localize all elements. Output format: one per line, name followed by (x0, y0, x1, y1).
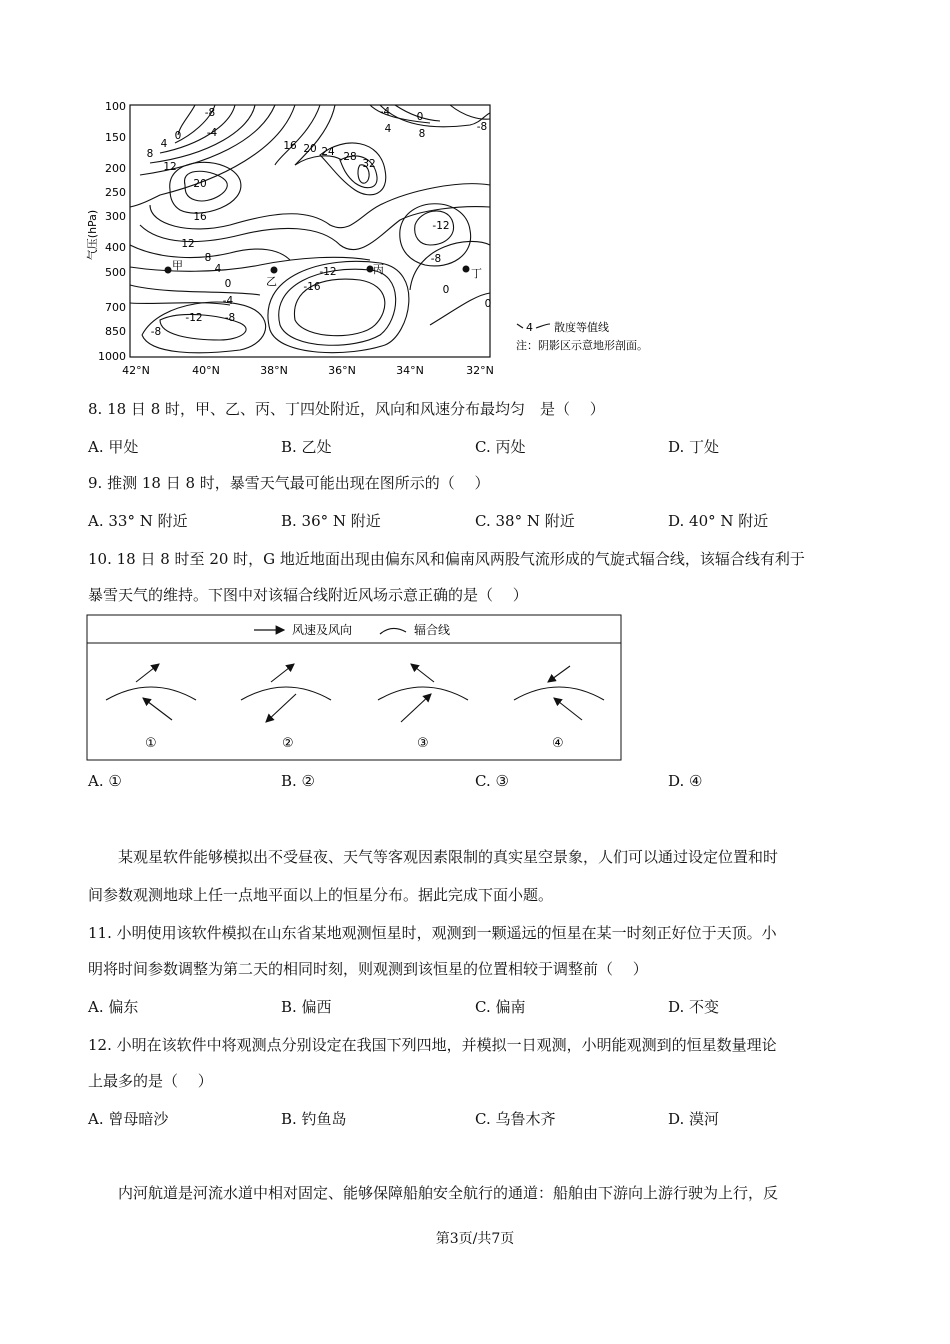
y-tick: 700 (105, 301, 126, 314)
contour-label: -16 (303, 281, 321, 293)
point-jia (165, 267, 172, 274)
passage-2-line2: 间参数观测地球上任一点地平面以上的恒星分布。据此完成下面小题。 (88, 886, 554, 904)
question-12-stem-line1: 12. 小明在该软件中将观测点分别设定在我国下列四地，并模拟一日观测，小明能观测到的恒星数量理论 (88, 1036, 777, 1054)
contour-label: 28 (343, 151, 357, 163)
wind-arrow (401, 694, 431, 722)
contour-label: 8 (204, 252, 212, 264)
contour-label: 8 (146, 148, 154, 160)
contour-label: -8 (476, 121, 488, 133)
contour-label: 0 (416, 111, 424, 123)
contour-label: -12 (319, 266, 337, 278)
q8-option-a[interactable]: A. 甲处 (88, 438, 139, 456)
question-10-stem-line2: 暴雪天气的维持。下图中对该辐合线附近风场示意正确的是（ ） (88, 586, 528, 604)
q10-option-c[interactable]: C. ③ (475, 772, 509, 790)
q11-option-c[interactable]: C. 偏南 (475, 998, 526, 1016)
q8-option-b[interactable]: B. 乙处 (281, 438, 332, 456)
contour-label: -12 (432, 220, 450, 232)
q8-option-d[interactable]: D. 丁处 (668, 438, 720, 456)
wind-field-options-figure (86, 614, 622, 762)
contour-label: -8 (224, 312, 236, 324)
x-tick: 34°N (396, 364, 424, 377)
x-tick: 42°N (122, 364, 150, 377)
q9-option-a[interactable]: A. 33° N 附近 (88, 512, 188, 530)
point-label: 乙 (266, 275, 277, 288)
wind-arrow (411, 664, 434, 682)
contour-label: 0 (224, 278, 232, 290)
q11-option-d[interactable]: D. 不变 (668, 998, 720, 1016)
contour-label: 0 (484, 298, 492, 310)
legend-text: 散度等值线 (554, 321, 609, 334)
contour-label: -4 (222, 295, 234, 307)
contour-label: 24 (321, 146, 335, 158)
y-tick: 300 (105, 210, 126, 223)
contour-label: 20 (303, 143, 317, 155)
legend-wind: 风速及风向 (292, 623, 353, 637)
q12-option-d[interactable]: D. 漠河 (668, 1110, 720, 1128)
passage-2-line1: 某观星软件能够模拟出不受昼夜、天气等客观因素限制的真实星空景象，人们可以通过设定位置和时 (88, 848, 779, 866)
figure-frame (87, 615, 621, 760)
convergence-line-legend-icon (380, 628, 406, 634)
panel-label: ② (282, 736, 294, 751)
y-tick: 200 (105, 162, 126, 175)
contour-label: -8 (430, 253, 442, 265)
q12-option-a[interactable]: A. 曾母暗沙 (88, 1110, 169, 1128)
wind-arrow (554, 698, 582, 720)
q12-option-b[interactable]: B. 钓鱼岛 (281, 1110, 347, 1128)
point-yi (271, 267, 278, 274)
q10-option-a[interactable]: A. ① (88, 772, 122, 790)
y-tick: 400 (105, 241, 126, 254)
x-tick: 40°N (192, 364, 220, 377)
panel-1[interactable] (106, 664, 196, 751)
panel-label: ④ (552, 736, 564, 751)
y-tick-labels (98, 100, 126, 363)
q11-option-a[interactable]: A. 偏东 (88, 998, 139, 1016)
contour-label: 32 (362, 158, 376, 170)
wind-arrow (271, 664, 294, 682)
contour-label: -8 (204, 107, 216, 119)
panel-4[interactable] (514, 666, 604, 751)
wind-arrow (136, 664, 159, 682)
passage-3-line1: 内河航道是河流水道中相对固定、能够保障船舶安全航行的通道：船舶由下游向上游行驶为上行，反 (88, 1184, 779, 1202)
x-tick: 38°N (260, 364, 288, 377)
question-9-stem: 9. 推测 18 日 8 时，暴雪天气最可能出现在图所示的（ ） (88, 474, 490, 492)
figure-note: 注：阴影区示意地形剖面。 (516, 339, 648, 352)
contour-label: -4 (206, 127, 218, 139)
contour-label: 12 (163, 161, 177, 173)
q9-option-c[interactable]: C. 38° N 附近 (475, 512, 575, 530)
q8-option-c[interactable]: C. 丙处 (475, 438, 526, 456)
contour-label: 0 (174, 130, 182, 142)
page-number: 第3页/共7页 (435, 1231, 515, 1247)
x-tick-labels (122, 364, 494, 377)
y-tick: 250 (105, 186, 126, 199)
y-tick: 150 (105, 131, 126, 144)
point-label: 丁 (471, 267, 482, 280)
panel-3[interactable] (378, 664, 468, 751)
point-label: 丙 (373, 263, 384, 276)
wind-arrow (266, 694, 296, 722)
y-tick: 500 (105, 266, 126, 279)
convergence-line (241, 687, 331, 700)
convergence-line (106, 687, 196, 700)
convergence-line (378, 687, 468, 700)
wind-arrow (548, 666, 570, 682)
contour-legend-line (517, 324, 550, 328)
contour-label: 12 (181, 238, 195, 250)
contour-label: 4 (160, 138, 168, 150)
y-axis-label: 气压(hPa) (86, 209, 99, 261)
y-tick: 100 (105, 100, 126, 113)
contour-label: 0 (442, 284, 450, 296)
point-ding (463, 266, 470, 273)
q10-option-d[interactable]: D. ④ (668, 772, 703, 790)
q12-option-c[interactable]: C. 乌鲁木齐 (475, 1110, 556, 1128)
question-12-stem-line2: 上最多的是（ ） (88, 1072, 213, 1090)
y-tick: 850 (105, 325, 126, 338)
contour-legend (516, 320, 648, 352)
y-tick: 1000 (98, 350, 126, 363)
convergence-line (514, 687, 604, 700)
q11-option-b[interactable]: B. 偏西 (281, 998, 332, 1016)
contour-label: -4 (379, 106, 391, 118)
panel-2[interactable] (241, 664, 331, 751)
q10-option-b[interactable]: B. ② (281, 772, 316, 790)
point-label: 甲 (172, 259, 183, 272)
contour-label: 4 (384, 123, 392, 135)
legend-value: 4 (526, 321, 533, 334)
contour-label: 16 (193, 211, 207, 223)
legend-line: 辐合线 (414, 623, 451, 637)
q9-option-b[interactable]: B. 36° N 附近 (281, 512, 381, 530)
q9-option-d[interactable]: D. 40° N 附近 (668, 512, 769, 530)
panel-label: ① (145, 736, 157, 751)
question-10-stem-line1: 10. 18 日 8 时至 20 时，G 地近地面出现由偏东风和偏南风两股气流形成的气旋式辐合线，该辐合线有利于 (88, 550, 805, 568)
contour-label: 16 (283, 140, 297, 152)
divergence-cross-section-figure (80, 95, 680, 385)
contour-label: 20 (193, 178, 207, 190)
contour-label: -8 (150, 326, 162, 338)
contour-label: -12 (185, 312, 203, 324)
panel-label: ③ (417, 736, 429, 751)
x-tick: 32°N (466, 364, 494, 377)
contour-label: 4 (214, 263, 222, 275)
question-11-stem-line1: 11. 小明使用该软件模拟在山东省某地观测恒星时，观测到一颗遥远的恒星在某一时刻正好位于天顶。小 (88, 924, 777, 942)
x-tick: 36°N (328, 364, 356, 377)
question-8-stem: 8. 18 日 8 时，甲、乙、丙、丁四处附近，风向和风速分布最均匀 是（ ） (88, 400, 605, 418)
contour-label: 8 (418, 128, 426, 140)
wind-arrow (143, 698, 172, 720)
question-11-stem-line2: 明将时间参数调整为第二天的相同时刻，则观测到该恒星的位置相较于调整前（ ） (88, 960, 648, 978)
